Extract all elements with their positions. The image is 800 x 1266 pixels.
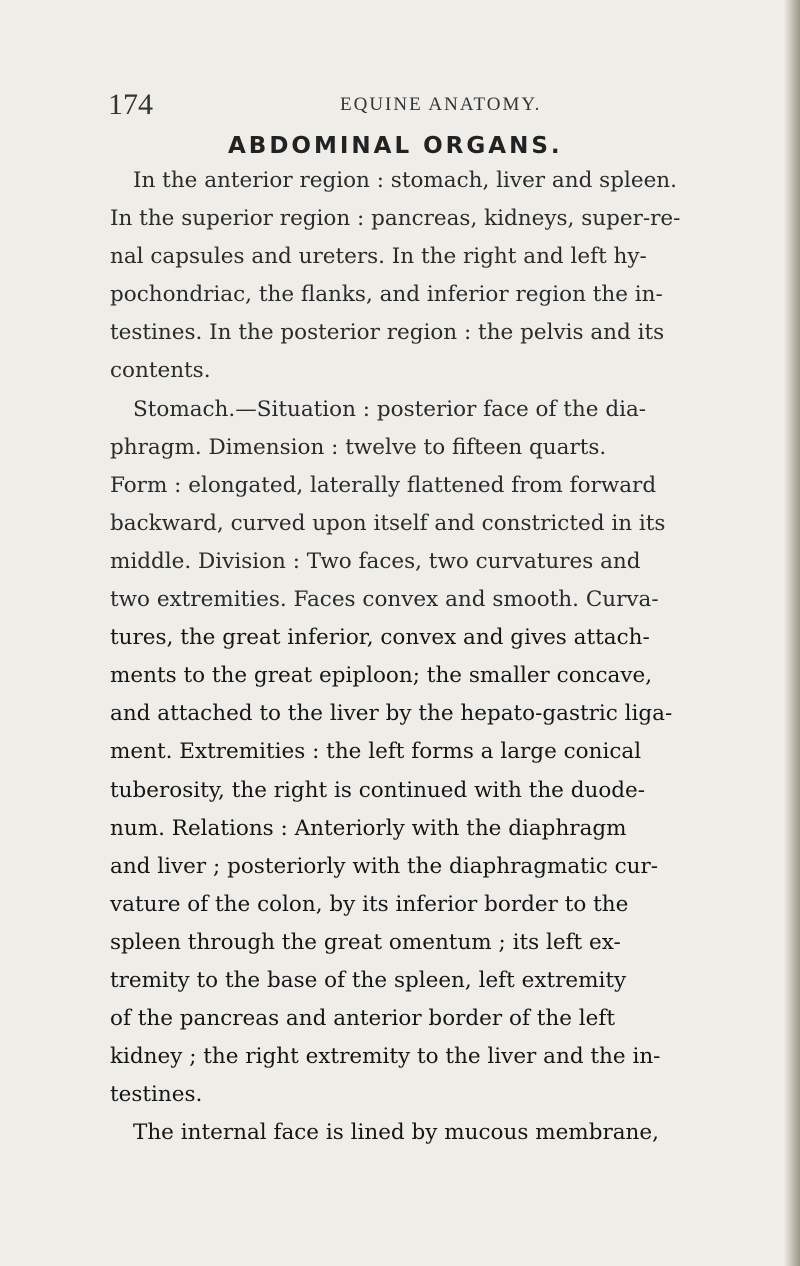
text-line: tuberosity, the right is continued with the duode- <box>110 777 646 803</box>
text-line: two extremities. Faces convex and smooth. Curva- <box>110 587 659 613</box>
page-edge-shadow <box>784 0 800 1266</box>
text-line: vature of the colon, by its inferior border to the <box>110 891 629 917</box>
text-line: tremity to the base of the spleen, left extremity <box>110 967 627 993</box>
running-head: EQUINE ANATOMY. <box>340 94 542 115</box>
text-line: spleen through the great omentum ; its left ex- <box>110 929 621 955</box>
page-number: 174 <box>108 88 153 121</box>
text-line: testines. In the posterior region : the pelvis and its <box>110 320 665 346</box>
text-line: Form : elongated, laterally flattened from forward <box>110 472 657 498</box>
text-line: and liver ; posteriorly with the diaphragmatic cur- <box>110 853 659 879</box>
text-line: pochondriac, the flanks, and inferior region the in- <box>110 282 663 308</box>
body-text <box>110 162 770 1152</box>
text-line: testines. <box>110 1082 203 1108</box>
section-title: ABDOMINAL ORGANS. <box>228 133 563 159</box>
page-header <box>108 88 748 124</box>
text-line: Stomach.—Situation : posterior face of the dia- <box>133 396 647 422</box>
text-line: tures, the great inferior, convex and gives attach- <box>110 625 650 651</box>
text-line: In the anterior region : stomach, liver and spleen. <box>133 168 677 193</box>
text-line: of the pancreas and anterior border of the left <box>110 1006 615 1032</box>
text-line: nal capsules and ureters. In the right and left hy- <box>110 244 647 270</box>
text-line: middle. Division : Two faces, two curvatures and <box>110 548 641 574</box>
text-line: phragm. Dimension : twelve to fifteen quarts. <box>110 434 607 460</box>
text-line: kidney ; the right extremity to the liver and the in- <box>110 1044 661 1070</box>
text-line: num. Relations : Anteriorly with the diaphragm <box>110 815 627 841</box>
text-line: and attached to the liver by the hepato-gastric liga- <box>110 701 673 727</box>
text-line: ments to the great epiploon; the smaller concave, <box>110 663 653 689</box>
text-line: backward, curved upon itself and constricted in its <box>110 510 666 536</box>
text-line: ment. Extremities : the left forms a large conical <box>110 739 642 765</box>
text-line: In the superior region : pancreas, kidneys, super-re- <box>110 206 681 232</box>
text-line: The internal face is lined by mucous membrane, <box>133 1120 659 1146</box>
text-line: contents. <box>110 358 211 384</box>
